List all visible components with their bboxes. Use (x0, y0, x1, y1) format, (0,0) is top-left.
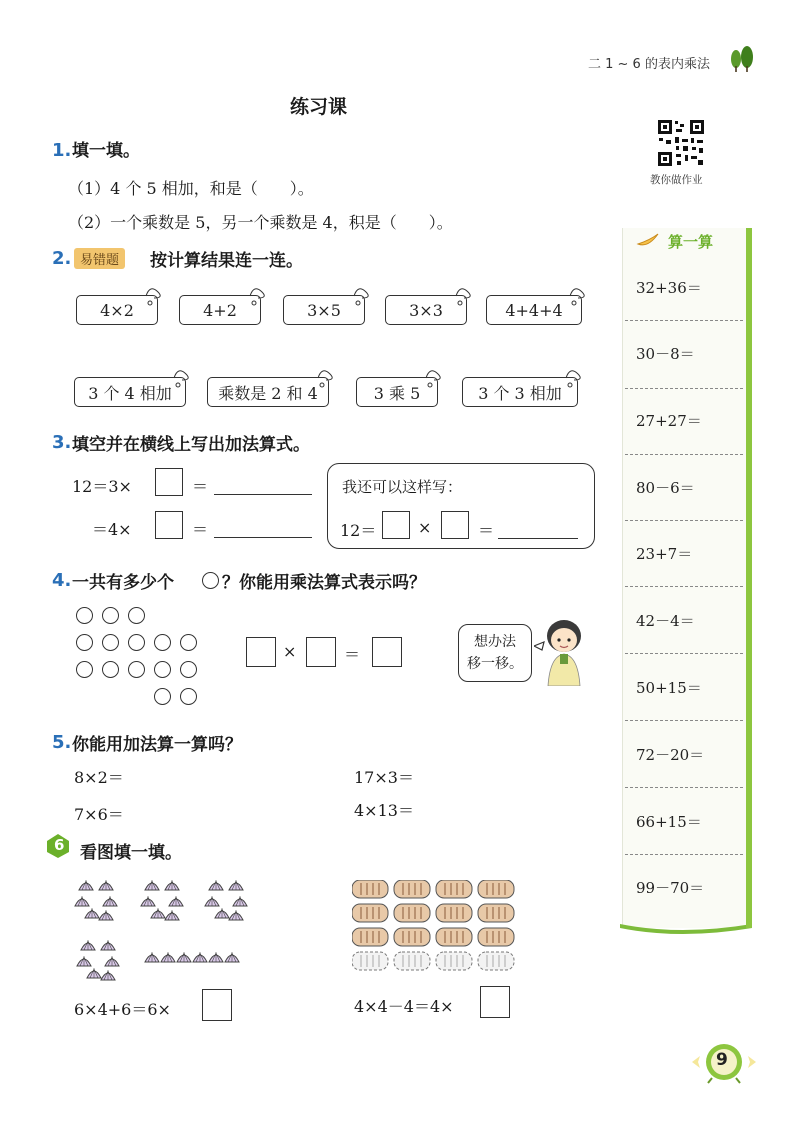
circle-dot (180, 634, 197, 651)
circle-dot (102, 634, 119, 651)
calc-item: 30－8＝ (636, 345, 695, 363)
q6-left-box[interactable] (202, 989, 232, 1021)
q6-number: 6 (54, 836, 65, 854)
q3-number: 3. (52, 432, 72, 453)
circle-dot (154, 661, 171, 678)
divider (625, 720, 743, 721)
shells-illustration (72, 874, 262, 984)
calc-item: 99－70＝ (636, 879, 705, 897)
match-card-top[interactable]: 3×3 (385, 295, 467, 325)
qr-caption: 教你做作业 (650, 174, 703, 186)
q2-number: 2. (52, 248, 72, 269)
circle-dot (154, 688, 171, 705)
q4-title-pre: 一共有多少个 (72, 573, 174, 593)
q6-title: 看图填一填。 (80, 843, 182, 863)
alt-left: 12＝ (340, 521, 377, 540)
q3-row1-label: 12＝3× (72, 477, 132, 496)
qr-code[interactable] (656, 118, 706, 172)
match-card-bottom[interactable]: 3 个 3 相加 (462, 377, 578, 407)
divider (625, 787, 743, 788)
q1-title: 填一填。 (72, 141, 140, 161)
q3-row2-label: ＝4× (92, 520, 132, 539)
page-number: 9 (716, 1050, 728, 1070)
alt-box-2[interactable] (441, 511, 469, 539)
circle-dot (180, 688, 197, 705)
q4-title-post: ？你能用乘法算式表示吗？ (222, 573, 426, 593)
hint-line-1: 想办法 (474, 634, 516, 650)
calc-item: 50+15＝ (636, 679, 702, 697)
divider (625, 520, 743, 521)
calc-item: 72－20＝ (636, 746, 705, 764)
hint-line-2: 移一移。 (467, 656, 523, 672)
match-card-top[interactable]: 4×2 (76, 295, 158, 325)
q3-title: 填空并在横线上写出加法算式。 (72, 435, 310, 455)
q4-box-1[interactable] (246, 637, 276, 667)
alt-box-1[interactable] (382, 511, 410, 539)
calc-item: 66+15＝ (636, 813, 702, 831)
circle-dot (154, 634, 171, 651)
calc-item: 42－4＝ (636, 612, 695, 630)
alt-equals: ＝ (478, 521, 495, 540)
q3-row1-answer-line[interactable] (214, 494, 312, 495)
alt-answer-line[interactable] (498, 538, 578, 539)
q3-row2-box[interactable] (155, 511, 183, 539)
circle-icon (202, 572, 219, 589)
q4-box-3[interactable] (372, 637, 402, 667)
bread-illustration (352, 880, 524, 976)
q6-left-expr: 6×4+6＝6× (74, 1000, 171, 1019)
sidebar-title: 算一算 (668, 233, 714, 251)
section-header: 二 1 ~ 6 的表内乘法 (588, 57, 710, 72)
sidebar-edge (746, 228, 752, 928)
match-card-top[interactable]: 4+2 (179, 295, 261, 325)
calc-item: 32+36＝ (636, 279, 702, 297)
circle-dot (102, 661, 119, 678)
hint-bubble (458, 624, 532, 682)
circle-dot (128, 634, 145, 651)
divider (625, 854, 743, 855)
q5-number: 5. (52, 732, 72, 753)
q2-title: 按计算结果连一连。 (150, 251, 303, 271)
q5-item-4: 4×13＝ (354, 801, 414, 820)
error-prone-tag: 易错题 (74, 248, 125, 269)
match-card-top[interactable]: 3×5 (283, 295, 365, 325)
match-card-bottom[interactable]: 3 个 4 相加 (74, 377, 186, 407)
q1-number: 1. (52, 140, 72, 161)
circle-dot (128, 661, 145, 678)
q4-number: 4. (52, 570, 72, 591)
q3-row2-equals: ＝ (192, 520, 209, 539)
calc-item: 23+7＝ (636, 545, 693, 563)
q5-title: 你能用加法算一算吗？ (72, 735, 242, 755)
q5-item-1: 8×2＝ (74, 768, 124, 787)
circle-dot (128, 607, 145, 624)
q4-box-2[interactable] (306, 637, 336, 667)
q3-row1-equals: ＝ (192, 477, 209, 496)
q1-line-2: （2）一个乘数是 5，另一个乘数是 4，积是（ ）。 (68, 213, 453, 232)
match-card-bottom[interactable]: 乘数是 2 和 4 (207, 377, 329, 407)
circle-dot (102, 607, 119, 624)
divider (625, 586, 743, 587)
match-card-top[interactable]: 4+4+4 (486, 295, 582, 325)
q4-equals: ＝ (344, 645, 361, 664)
circle-dot (76, 661, 93, 678)
lesson-title: 练习课 (290, 96, 348, 118)
pencil-icon (636, 230, 662, 252)
q6-right-box[interactable] (480, 986, 510, 1018)
alt-title: 我还可以这样写： (342, 478, 463, 496)
divider (625, 653, 743, 654)
q4-times: × (283, 642, 297, 661)
sidebar-curl (620, 922, 754, 946)
divider (625, 454, 743, 455)
boy-character-illustration (534, 616, 592, 690)
calc-item: 80－6＝ (636, 479, 695, 497)
q6-right-expr: 4×4－4＝4× (354, 997, 454, 1016)
match-card-bottom[interactable]: 3 乘 5 (356, 377, 438, 407)
circle-dot (76, 634, 93, 651)
circle-dot (76, 607, 93, 624)
q1-line-1: （1）4 个 5 相加，和是（ ）。 (68, 179, 314, 198)
divider (625, 388, 743, 389)
q5-item-2: 17×3＝ (354, 768, 414, 787)
calc-item: 27+27＝ (636, 412, 702, 430)
q3-row1-box[interactable] (155, 468, 183, 496)
divider (625, 320, 743, 321)
card-strings (0, 0, 620, 420)
circle-dot (180, 661, 197, 678)
q3-row2-answer-line[interactable] (214, 537, 312, 538)
tree-icon (726, 44, 756, 78)
alt-times: × (418, 518, 432, 537)
q5-item-3: 7×6＝ (74, 805, 124, 824)
